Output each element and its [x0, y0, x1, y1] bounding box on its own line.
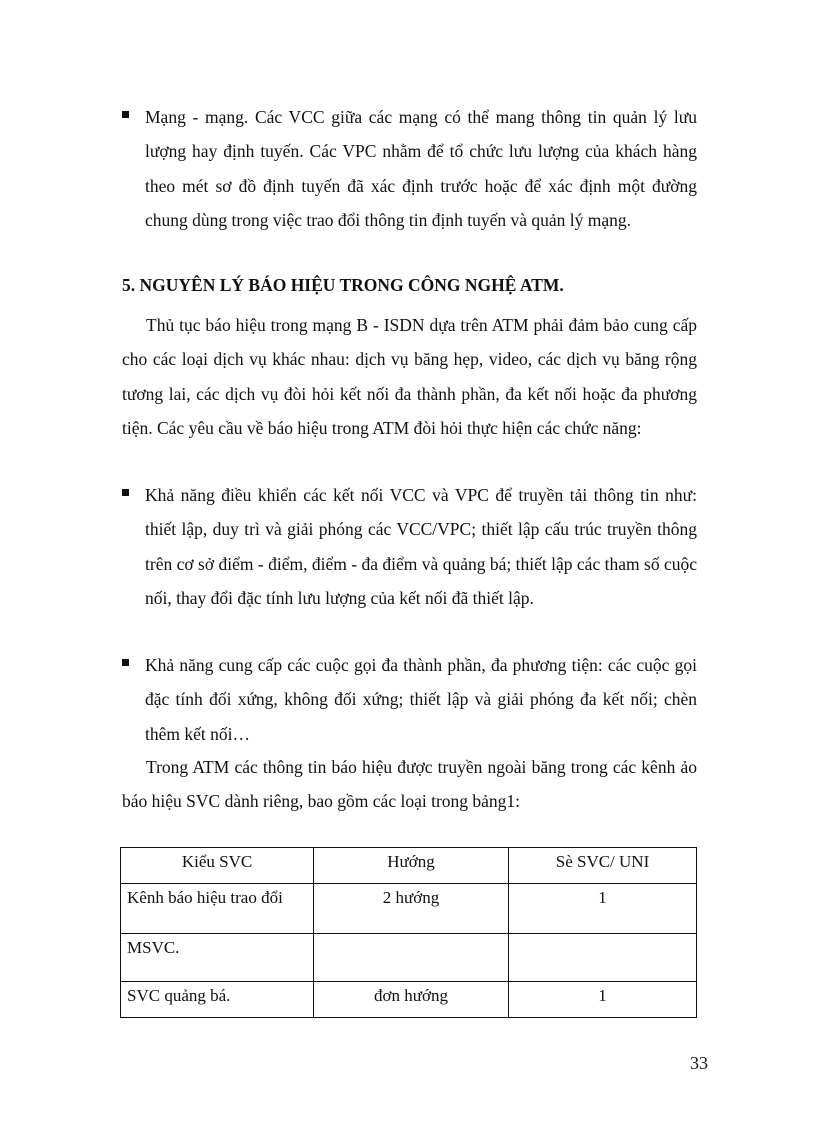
- table-cell: đơn hướng: [314, 982, 509, 1018]
- section-heading: 5. NGUYÊN LÝ BÁO HIỆU TRONG CÔNG NGHỆ ATM.: [122, 275, 564, 295]
- bullet-item: [122, 100, 697, 238]
- page-number: 33: [690, 1053, 708, 1073]
- table-cell: [314, 934, 509, 982]
- table-cell: 1: [509, 884, 697, 934]
- table-row: [121, 884, 697, 934]
- table-cell: [509, 934, 697, 982]
- bullet-text: Khả năng cung cấp các cuộc gọi đa thành phần, đa phương tiện: các cuộc gọi đặc tính đối xứng, không đối xứng; thiết lập và giải phóng đa kết nối; chèn thêm kết nối…: [145, 655, 697, 744]
- table-cell: Kênh báo hiệu trao đổi: [121, 884, 314, 934]
- table-cell: 1: [509, 982, 697, 1018]
- bullet-text: Khả năng điều khiển các kết nối VCC và VPC để truyền tải thông tin như: thiết lập, duy trì và giải phóng các VCC/VPC; thiết lập cấu trúc truyền thông trên cơ sở điểm - điểm, điểm - đa điểm và quảng bá; thiết lập các tham số cuộc nối, thay đổi đặc tính lưu lượng của kết nối đã thiết lập.: [145, 485, 697, 609]
- table-cell: MSVC.: [121, 934, 314, 982]
- table-header-cell: Kiểu SVC: [121, 848, 314, 884]
- table-cell: 2 hướng: [314, 884, 509, 934]
- table-row: [121, 982, 697, 1018]
- table-cell: SVC quảng bá.: [121, 982, 314, 1018]
- table-header-row: [121, 848, 697, 884]
- bullet-item: [122, 478, 697, 616]
- table-header-cell: Hướng: [314, 848, 509, 884]
- square-bullet-icon: [122, 489, 129, 496]
- svc-table: [120, 847, 697, 1018]
- square-bullet-icon: [122, 111, 129, 118]
- table-header-cell: Sè SVC/ UNI: [509, 848, 697, 884]
- bullet-item: [122, 648, 697, 751]
- square-bullet-icon: [122, 659, 129, 666]
- table-row: [121, 934, 697, 982]
- paragraph: Thủ tục báo hiệu trong mạng B - ISDN dựa trên ATM phải đảm bảo cung cấp cho các loại dịch vụ khác nhau: dịch vụ băng hẹp, video, các dịch vụ băng rộng tương lai, các dịch vụ đòi hỏi kết nối đa thành phần, đa kết nối hoặc đa phương tiện. Các yêu cầu về báo hiệu trong ATM đòi hỏi thực hiện các chức năng:: [122, 315, 697, 439]
- paragraph: Trong ATM các thông tin báo hiệu được truyền ngoài băng trong các kênh ảo báo hiệu SVC dành riêng, bao gồm các loại trong bảng1:: [122, 757, 697, 812]
- bullet-text: Mạng - mạng. Các VCC giữa các mạng có thể mang thông tin quản lý lưu lượng hay định tuyến. Các VPC nhằm để tổ chức lưu lượng của khách hàng theo mét sơ đồ định tuyến đã xác định trước hoặc để xác định một đường chung dùng trong việc trao đổi thông tin định tuyến và quản lý mạng.: [145, 107, 697, 231]
